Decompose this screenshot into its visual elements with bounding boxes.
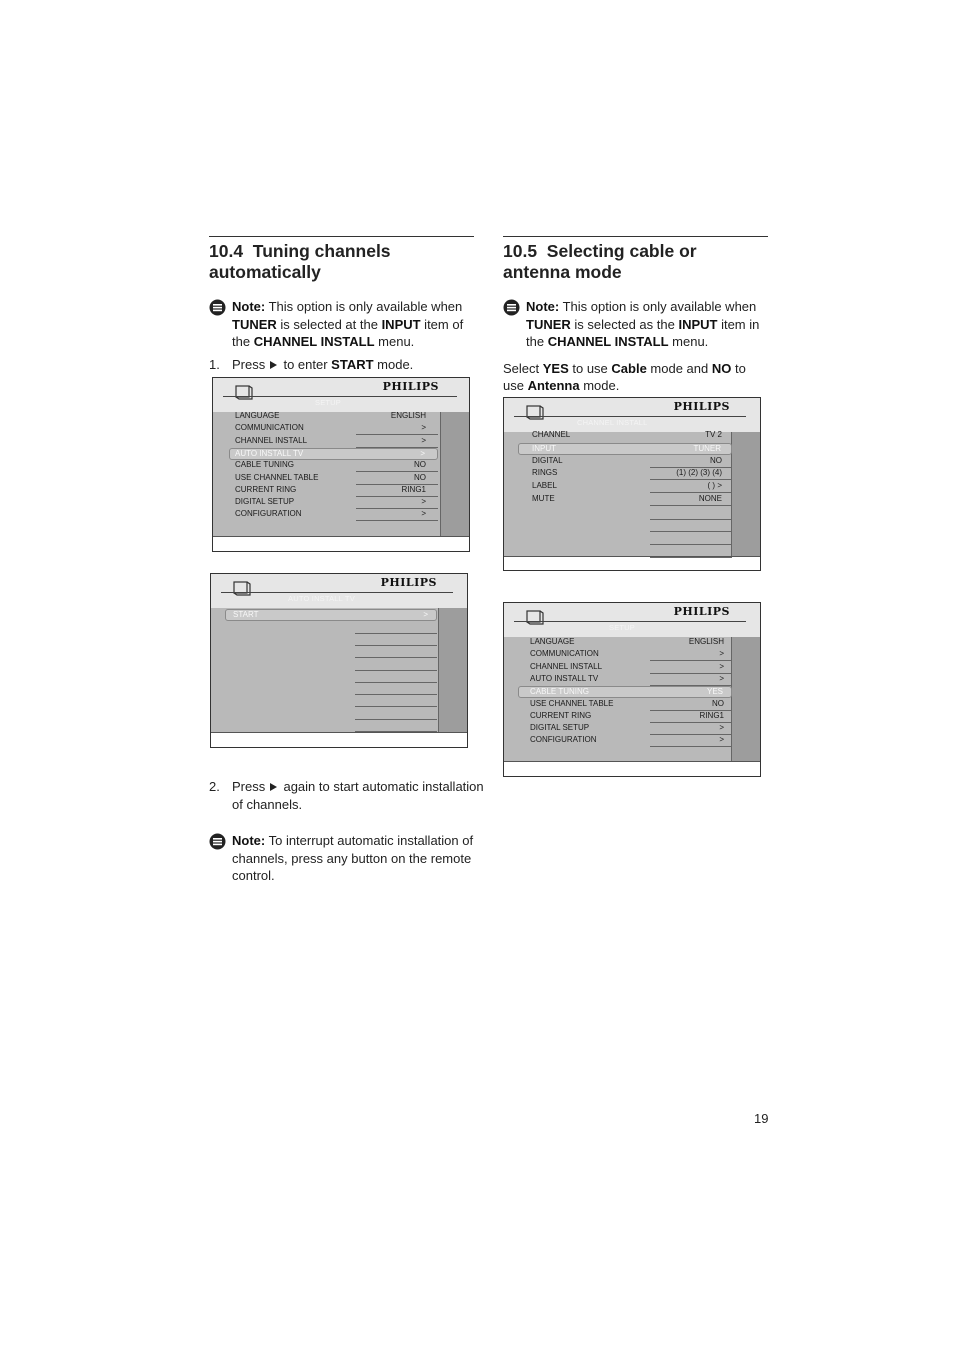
tv-icon xyxy=(235,384,253,400)
menu-row-language[interactable] xyxy=(518,637,732,649)
menu-row-cable-tuning[interactable] xyxy=(518,686,732,698)
menu-row-start[interactable] xyxy=(225,609,437,621)
menu-row-digital[interactable] xyxy=(518,456,732,468)
menu-row-label: DIGITAL SETUP xyxy=(530,723,590,733)
menu-row-mute[interactable] xyxy=(518,494,732,506)
menu-row-auto-install-tv[interactable] xyxy=(518,674,732,686)
menu-row-value: > xyxy=(421,435,426,445)
section-10-4 xyxy=(209,236,474,373)
menu-row-value: NO xyxy=(414,472,426,482)
menu-row-value: (1) (2) (3) (4) xyxy=(676,468,722,478)
philips-logo: PHILIPS xyxy=(380,576,437,589)
menu-empty-line xyxy=(650,531,732,532)
menu-empty-line xyxy=(355,682,437,683)
menu-row-label: USE CHANNEL TABLE xyxy=(530,698,614,708)
menu-row-label: LABEL xyxy=(532,481,557,491)
tv-menu-channel-install xyxy=(503,397,761,571)
menu-title: AUTO INSTALL TV xyxy=(288,594,355,603)
menu-row-value: > xyxy=(719,735,724,745)
menu-row-label: DIGITAL SETUP xyxy=(235,497,295,507)
play-arrow-icon xyxy=(270,783,277,791)
note-icon xyxy=(503,299,520,316)
menu-row-digital-setup[interactable] xyxy=(518,723,732,735)
menu-row-channel-install[interactable] xyxy=(229,436,438,448)
menu-row-label: CHANNEL xyxy=(532,430,571,439)
menu-row-label: CHANNEL INSTALL xyxy=(530,661,603,671)
section-rule xyxy=(209,236,474,237)
menu-row-value: NO xyxy=(712,698,724,708)
page-number: 19 xyxy=(754,1111,769,1126)
menu-row-value: > xyxy=(421,497,426,507)
philips-logo: PHILIPS xyxy=(673,400,730,413)
menu-row-label: COMMUNICATION xyxy=(530,649,599,659)
menu-row-cable-tuning[interactable] xyxy=(229,460,438,472)
menu-empty-line xyxy=(355,657,437,658)
menu-row-label[interactable] xyxy=(518,481,732,493)
note: Note: This option is only available when TUNER is selected at the INPUT item of the CHANNEL INSTALL menu. xyxy=(209,298,474,351)
note-interrupt: Note: To interrupt automatic installation of channels, press any button on the remote control. xyxy=(209,832,497,885)
note-icon xyxy=(209,299,226,316)
tv-icon xyxy=(526,609,544,625)
menu-row-communication[interactable] xyxy=(518,649,732,661)
menu-row-configuration[interactable] xyxy=(229,509,438,521)
menu-row-value: ( ) > xyxy=(707,481,722,491)
menu-row-value: > xyxy=(421,509,426,519)
section-heading: 10.5 Selecting cable or antenna mode xyxy=(503,241,697,282)
menu-empty-line xyxy=(355,694,437,695)
menu-row-use-channel-table[interactable] xyxy=(518,699,732,711)
menu-row-value: > xyxy=(719,723,724,733)
menu-row-input[interactable] xyxy=(518,443,732,455)
menu-row-value: TUNER xyxy=(693,443,721,453)
menu-row-communication[interactable] xyxy=(229,423,438,435)
menu-row-label: CURRENT RING xyxy=(235,484,297,494)
menu-row-label: CONFIGURATION xyxy=(530,735,597,745)
menu-row-channel-install[interactable] xyxy=(518,662,732,674)
menu-empty-line xyxy=(355,719,437,720)
menu-row-label: LANGUAGE xyxy=(530,637,575,646)
menu-row-value: RING1 xyxy=(699,710,724,720)
menu-row-label: START xyxy=(233,610,259,619)
menu-row-label: CABLE TUNING xyxy=(530,687,589,697)
menu-row-language[interactable] xyxy=(229,411,438,423)
tv-icon xyxy=(526,404,544,420)
menu-row-value: YES xyxy=(706,687,723,697)
menu-empty-line xyxy=(355,670,437,671)
menu-title: SETUP xyxy=(315,398,342,407)
menu-row-value: > xyxy=(719,673,724,683)
menu-row-value: ENGLISH xyxy=(390,411,426,420)
menu-row-value: > xyxy=(719,649,724,659)
menu-empty-line xyxy=(355,633,437,634)
tv-menu-auto-install xyxy=(210,573,468,748)
menu-title: SETUP xyxy=(609,623,636,632)
menu-row-label: CONFIGURATION xyxy=(235,509,302,519)
menu-row-value: > xyxy=(423,610,428,619)
menu-row-label: DIGITAL xyxy=(532,455,563,465)
play-arrow-icon xyxy=(270,361,277,369)
menu-row-label: AUTO INSTALL TV xyxy=(530,673,599,683)
menu-row-configuration[interactable] xyxy=(518,735,732,747)
menu-row-label: CHANNEL INSTALL xyxy=(235,435,308,445)
menu-row-rings[interactable] xyxy=(518,468,732,480)
menu-row-value: ENGLISH xyxy=(688,637,724,646)
note: Note: This option is only available when TUNER is selected as the INPUT item in the CHANNEL INSTALL menu. xyxy=(503,298,768,351)
menu-title: CHANNEL INSTALL xyxy=(577,418,648,427)
section-heading: 10.4 Tuning channels automatically xyxy=(209,241,391,282)
menu-row-label: RINGS xyxy=(532,468,558,478)
note-icon xyxy=(209,833,226,850)
menu-row-label: USE CHANNEL TABLE xyxy=(235,472,319,482)
menu-row-value: NO xyxy=(710,455,722,465)
cable-antenna-paragraph: Select YES to use Cable mode and NO to use Antenna mode. xyxy=(503,360,746,393)
menu-row-label: LANGUAGE xyxy=(235,411,280,420)
menu-empty-line xyxy=(355,645,437,646)
tv-icon xyxy=(233,580,251,596)
menu-row-label: COMMUNICATION xyxy=(235,423,304,433)
tv-menu-setup-cable xyxy=(503,602,761,777)
menu-empty-line xyxy=(650,557,732,558)
menu-row-value: NO xyxy=(414,460,426,470)
menu-row-label: AUTO INSTALL TV xyxy=(235,448,304,458)
menu-empty-line xyxy=(650,544,732,545)
menu-row-auto-install-tv[interactable] xyxy=(229,448,438,460)
tv-menu-setup xyxy=(212,377,470,552)
menu-row-label: CURRENT RING xyxy=(530,710,592,720)
menu-row-label: CABLE TUNING xyxy=(235,460,294,470)
philips-logo: PHILIPS xyxy=(673,605,730,618)
menu-row-value: > xyxy=(421,423,426,433)
menu-empty-line xyxy=(355,706,437,707)
step-2: 2. Press again to start automatic installation of channels. xyxy=(209,779,484,812)
menu-row-value: > xyxy=(719,661,724,671)
menu-row-label: MUTE xyxy=(532,494,555,503)
menu-empty-line xyxy=(650,519,732,520)
menu-row-label: INPUT xyxy=(532,443,556,453)
menu-row-channel[interactable] xyxy=(518,430,732,442)
menu-row-value: > xyxy=(420,448,425,458)
step-1: 1. Press to enter START mode. xyxy=(209,356,414,372)
section-10-5 xyxy=(503,236,768,395)
philips-logo: PHILIPS xyxy=(382,380,439,393)
menu-row-current-ring[interactable] xyxy=(518,711,732,723)
menu-row-current-ring[interactable] xyxy=(229,485,438,497)
menu-row-use-channel-table[interactable] xyxy=(229,473,438,485)
menu-empty-line xyxy=(355,731,437,732)
menu-row-digital-setup[interactable] xyxy=(229,497,438,509)
menu-row-value: NONE xyxy=(698,494,722,503)
section-rule xyxy=(503,236,768,237)
menu-row-value: RING1 xyxy=(401,484,426,494)
menu-row-value: TV 2 xyxy=(705,430,722,439)
